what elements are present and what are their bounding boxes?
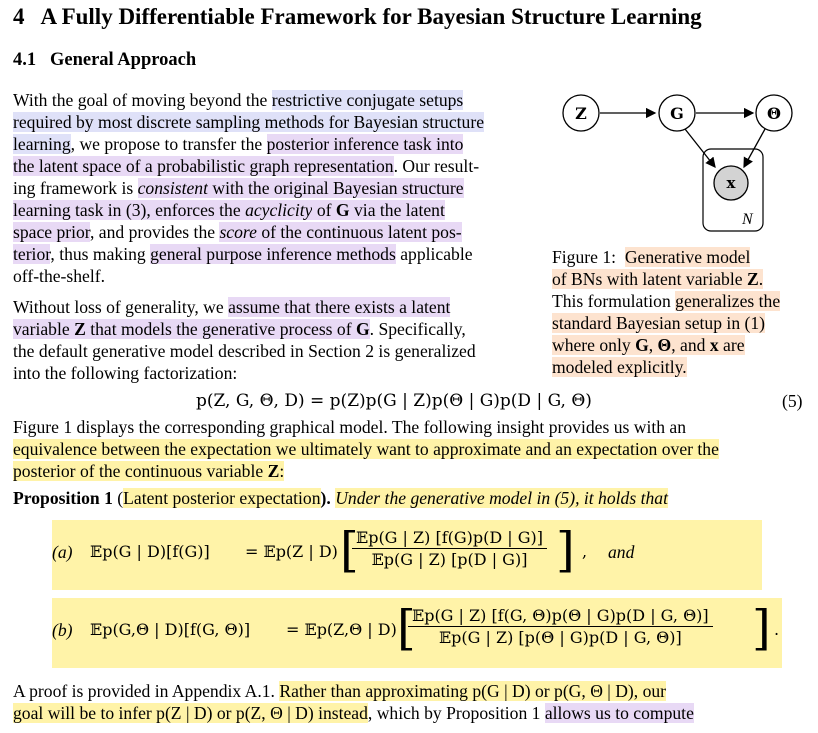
para1-line-4 bbox=[13, 155, 479, 177]
highlight-span: goal will be to infer p(Z | D) or p(Z, Θ | D) instead bbox=[13, 703, 368, 723]
text-span: into the following factorization: bbox=[13, 363, 238, 383]
para1-line-5 bbox=[13, 177, 464, 199]
left-bracket: [ bbox=[397, 600, 416, 656]
section-title-text: A Fully Differentiable Framework for Bayesian Structure Learning bbox=[40, 4, 702, 29]
text-span: . Specifically, bbox=[369, 319, 466, 339]
proposition-a-fraction bbox=[352, 528, 547, 569]
para2-line-2 bbox=[13, 318, 466, 340]
equation-5-number: (5) bbox=[782, 391, 803, 411]
highlight-span: . bbox=[758, 269, 764, 289]
highlight-span: Rather than approximating p(G | D) or p(G, Θ | D), our bbox=[279, 681, 667, 701]
para4-line-1 bbox=[13, 680, 666, 702]
highlight-span: are bbox=[718, 335, 745, 355]
highlight-span: of the continuous latent pos- bbox=[256, 222, 462, 242]
highlight-span: that models the generative process of bbox=[85, 319, 356, 339]
caption-line-3 bbox=[552, 290, 780, 312]
caption-line-4 bbox=[552, 312, 765, 334]
section-title bbox=[13, 4, 702, 30]
proposition-label: Proposition 1 bbox=[13, 488, 113, 508]
text-span: Without loss of generality, we bbox=[13, 297, 229, 317]
para1-line-2 bbox=[13, 111, 484, 133]
para1-line-7 bbox=[13, 221, 462, 243]
text-span: the default generative model described in Section 2 is generalized bbox=[13, 341, 476, 361]
subsection-title-text: General Approach bbox=[50, 50, 197, 70]
text-span: , which by Proposition 1 bbox=[367, 703, 545, 723]
highlight-span: posterior inference task into bbox=[266, 134, 464, 154]
node-z-label: Z bbox=[575, 104, 587, 123]
caption-label: Figure 1: bbox=[552, 247, 617, 267]
proposition-a-block bbox=[52, 520, 762, 590]
para3-line-2 bbox=[13, 438, 719, 460]
highlight-span: G bbox=[355, 319, 370, 339]
highlight-span: learning task in (3), enforces the bbox=[13, 200, 246, 220]
para2-line-1 bbox=[13, 296, 450, 318]
proposition-a-rhs-outer: = 𝔼p(Z | D) bbox=[245, 542, 338, 561]
proposition-heading bbox=[13, 487, 668, 509]
highlight-span: Z bbox=[746, 269, 759, 289]
highlight-span: acyclicity bbox=[245, 200, 313, 220]
node-x-label: x bbox=[726, 174, 736, 192]
highlight-span: where only bbox=[552, 335, 636, 355]
node-theta-label: Θ bbox=[767, 104, 781, 123]
para3-line-1 bbox=[13, 416, 686, 438]
highlight-span: Z bbox=[74, 319, 86, 339]
caption-line-6 bbox=[552, 356, 687, 378]
proposition-a-denominator: 𝔼p(G | Z) [p(D | G)] bbox=[371, 550, 528, 569]
proposition-b-period: . bbox=[774, 620, 780, 639]
highlight-span: generalizes the bbox=[675, 291, 781, 311]
proposition-a-numerator: 𝔼p(G | Z) [f(G)p(D | G)] bbox=[352, 528, 547, 549]
text-span: , we propose to transfer the bbox=[70, 134, 267, 154]
highlight-span: Θ bbox=[657, 335, 672, 355]
highlight-span: space prior bbox=[13, 222, 90, 242]
left-bracket: [ bbox=[340, 522, 359, 578]
highlight-span: , bbox=[648, 335, 658, 355]
text-span: . Our result- bbox=[393, 156, 480, 176]
highlight-span: allows us to compute bbox=[544, 703, 694, 723]
highlight-span: the latent space of a probabilistic graph representation bbox=[13, 156, 394, 176]
proposition-a-comma: , bbox=[582, 542, 588, 561]
para1-line-9 bbox=[13, 265, 105, 287]
highlight-span: consistent bbox=[137, 178, 208, 198]
highlight-span: score bbox=[219, 222, 257, 242]
para1-line-6 bbox=[13, 199, 445, 221]
para1-line-8 bbox=[13, 243, 473, 265]
text-span: With the goal of moving beyond the bbox=[13, 90, 272, 110]
highlight-span: G bbox=[635, 335, 649, 355]
highlight-span: , and bbox=[671, 335, 710, 355]
node-g-label: G bbox=[670, 104, 684, 123]
highlight-span: G bbox=[335, 200, 350, 220]
text-span: ). bbox=[320, 488, 331, 508]
subsection-number: 4.1 bbox=[13, 50, 37, 70]
highlight-span: modeled explicitly. bbox=[552, 357, 687, 377]
edge-g-x bbox=[685, 129, 715, 167]
highlight-span: posterior of the continuous variable bbox=[13, 461, 268, 481]
caption-line-1 bbox=[552, 246, 750, 268]
highlight-span: Generative model bbox=[624, 247, 751, 267]
text-span: Figure 1 displays the corresponding graphical model. The following insight provides us with an bbox=[13, 417, 687, 437]
caption-line-5 bbox=[552, 334, 745, 356]
text-span: off-the-shelf. bbox=[13, 266, 106, 286]
proposition-b-block bbox=[52, 598, 782, 668]
para1-line-3 bbox=[13, 133, 463, 155]
highlight-span: of BNs with latent variable bbox=[552, 269, 747, 289]
equation-5 bbox=[196, 391, 592, 411]
equation-5-body: p(Z, G, Θ, D) = p(Z)p(G | Z)p(Θ | G)p(D | G, Θ) bbox=[196, 391, 592, 411]
para4-line-2 bbox=[13, 702, 694, 724]
subsection-title bbox=[13, 50, 196, 71]
text-span: , and provides the bbox=[89, 222, 220, 242]
proposition-a-label: (a) bbox=[52, 542, 73, 562]
caption-line-2 bbox=[552, 268, 763, 290]
text-span: This formulation bbox=[552, 291, 676, 311]
proposition-b-rhs-outer: = 𝔼p(Z,Θ | D) bbox=[286, 620, 397, 639]
highlight-span: Z bbox=[267, 461, 280, 481]
text-span: ing framework is bbox=[13, 178, 138, 198]
highlight-span: assume that there exists a latent bbox=[228, 297, 451, 317]
highlight-span: required by most discrete sampling methods for Bayesian structure bbox=[13, 112, 485, 132]
edge-theta-x bbox=[744, 129, 765, 167]
proposition-b-denominator: 𝔼p(G | Z) [p(Θ | G)p(D | G, Θ)] bbox=[438, 628, 682, 647]
text-span: ( bbox=[112, 488, 124, 508]
text-span: , thus making bbox=[50, 244, 151, 264]
proposition-a-lhs: 𝔼p(G | D)[f(G)] bbox=[90, 542, 210, 561]
para2-line-4 bbox=[13, 362, 237, 384]
para2-line-3 bbox=[13, 340, 476, 362]
highlight-span: x bbox=[709, 335, 719, 355]
right-bracket: ] bbox=[556, 522, 575, 578]
proposition-name: Latent posterior expectation bbox=[123, 488, 321, 508]
text-span: A proof is provided in Appendix A.1. bbox=[13, 681, 280, 701]
para1-line-1 bbox=[13, 89, 463, 111]
proposition-b-lhs: 𝔼p(G,Θ | D)[f(G, Θ)] bbox=[90, 620, 251, 639]
graphical-model-figure bbox=[552, 85, 814, 235]
section-number: 4 bbox=[13, 4, 25, 29]
proposition-b-fraction bbox=[408, 606, 713, 647]
proposition-b-numerator: 𝔼p(G | Z) [f(G, Θ)p(Θ | G)p(D | G, Θ)] bbox=[408, 606, 713, 627]
highlight-span: : bbox=[279, 461, 285, 481]
highlight-span: of bbox=[312, 200, 336, 220]
highlight-span: with the original Bayesian structure bbox=[207, 178, 464, 198]
highlight-span: equivalence between the expectation we ultimately want to approximate and an expectation over the bbox=[13, 439, 719, 459]
highlight-span: learning bbox=[13, 134, 71, 154]
highlight-span: variable bbox=[13, 319, 75, 339]
proposition-a-and: and bbox=[608, 542, 635, 562]
proposition-b-label: (b) bbox=[52, 620, 73, 640]
highlight-span: restrictive conjugate setups bbox=[271, 90, 464, 110]
highlight-span: general purpose inference methods bbox=[150, 244, 396, 264]
highlight-span: via the latent bbox=[349, 200, 445, 220]
plate-label: N bbox=[742, 211, 753, 228]
text-span: applicable bbox=[395, 244, 473, 264]
proposition-statement: Under the generative model in (5), it holds that bbox=[335, 488, 668, 508]
highlight-span: terior bbox=[13, 244, 51, 264]
right-bracket: ] bbox=[752, 600, 771, 656]
highlight-span: standard Bayesian setup in (1) bbox=[552, 313, 766, 333]
para3-line-3 bbox=[13, 460, 284, 482]
